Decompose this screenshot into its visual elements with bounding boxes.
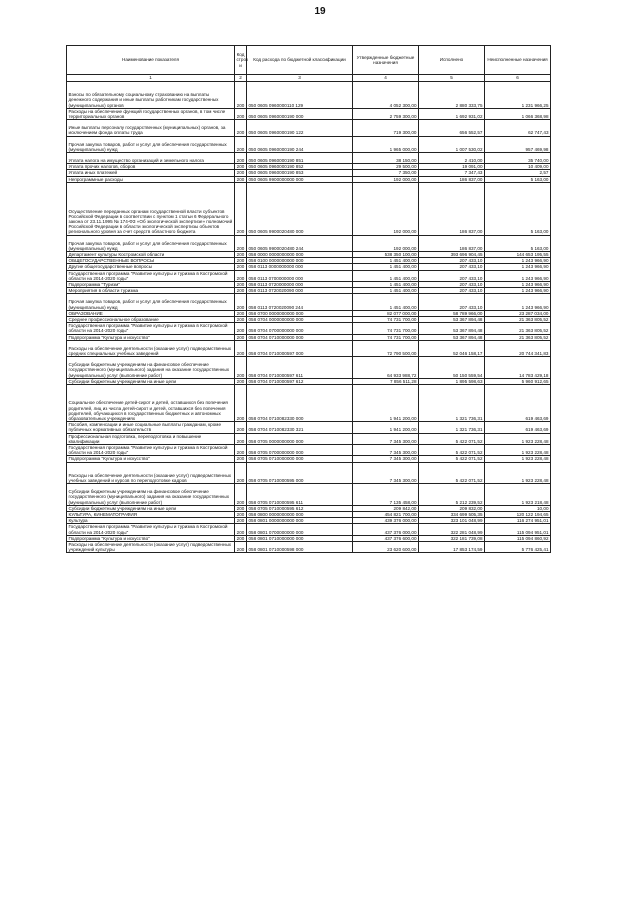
cell-remaining: 1 923 228,48 bbox=[485, 456, 551, 462]
cell-approved: 1 451 400,00 bbox=[353, 270, 419, 281]
cell-remaining: 115 094 860,92 bbox=[485, 535, 551, 541]
column-number: 1 bbox=[67, 75, 235, 82]
cell-row-code: 200 bbox=[235, 384, 247, 421]
cell-executed: 186 837,00 bbox=[419, 235, 485, 251]
cell-approved: 719 300,00 bbox=[353, 120, 419, 136]
table-row bbox=[67, 462, 551, 484]
table-row bbox=[67, 340, 551, 356]
cell-kbk: 050 0605 9900000000 000 bbox=[247, 176, 353, 182]
cell-approved: 82 077 000,00 bbox=[353, 310, 419, 316]
cell-executed: 209 832,00 bbox=[419, 505, 485, 511]
cell-remaining: 1 243 966,90 bbox=[485, 281, 551, 287]
table-body bbox=[67, 82, 551, 553]
cell-name: Уплата иных платежей bbox=[67, 170, 235, 176]
cell-approved: 454 821 700,00 bbox=[353, 511, 419, 517]
cell-name: Прочая закупка товаров, работ и услуг для обеспечения государственных (муниципальных) нужд bbox=[67, 136, 235, 152]
table-row bbox=[67, 294, 551, 310]
cell-kbk: 058 0705 0710000595 000 bbox=[247, 462, 353, 484]
cell-name: Расходы на обеспечение деятельности (оказание услуг) подведомственных учебных заведений и курсов по переподготовке кадров bbox=[67, 462, 235, 484]
table-header-row bbox=[67, 46, 551, 75]
table-row bbox=[67, 182, 551, 235]
cell-executed: 1 895 598,63 bbox=[419, 378, 485, 384]
cell-kbk: 058 0800 0000000000 000 bbox=[247, 511, 353, 517]
cell-executed: 53 367 894,48 bbox=[419, 334, 485, 340]
cell-name: Уплата прочих налогов, сборов bbox=[67, 164, 235, 170]
table-row bbox=[67, 484, 551, 506]
header-remaining: Неисполненные назначения bbox=[485, 46, 551, 75]
cell-executed: 1 321 736,31 bbox=[419, 422, 485, 433]
cell-row-code: 200 bbox=[235, 505, 247, 511]
cell-kbk: 058 0801 0000000000 000 bbox=[247, 518, 353, 524]
cell-approved: 72 790 500,00 bbox=[353, 340, 419, 356]
cell-name: Субсидии бюджетным учреждениям на иные цели bbox=[67, 505, 235, 511]
cell-executed: 53 367 894,48 bbox=[419, 316, 485, 322]
cell-remaining: 21 363 805,52 bbox=[485, 323, 551, 334]
cell-remaining: 5 163,00 bbox=[485, 176, 551, 182]
cell-executed: 322 281 048,99 bbox=[419, 524, 485, 535]
cell-remaining: 1 243 966,90 bbox=[485, 258, 551, 264]
table-row bbox=[67, 152, 551, 163]
cell-row-code: 200 bbox=[235, 258, 247, 264]
cell-approved: 29 500,00 bbox=[353, 164, 419, 170]
cell-name: Уплата налога на имущество организаций и земельного налога bbox=[67, 152, 235, 163]
cell-row-code: 200 bbox=[235, 378, 247, 384]
cell-kbk: 058 0700 0000000000 000 bbox=[247, 310, 353, 316]
cell-kbk: 058 0801 0710000000 000 bbox=[247, 535, 353, 541]
cell-remaining: 1 066 368,98 bbox=[485, 108, 551, 119]
cell-executed: 207 433,10 bbox=[419, 258, 485, 264]
cell-row-code: 200 bbox=[235, 270, 247, 281]
cell-remaining: 5 163,00 bbox=[485, 235, 551, 251]
cell-remaining: 619 463,69 bbox=[485, 384, 551, 421]
cell-name: Подпрограмма "Туризм" bbox=[67, 281, 235, 287]
cell-executed: 1 692 931,02 bbox=[419, 108, 485, 119]
cell-kbk: 058 0113 0720000000 000 bbox=[247, 281, 353, 287]
cell-executed: 207 433,10 bbox=[419, 288, 485, 294]
cell-executed: 656 552,57 bbox=[419, 120, 485, 136]
cell-row-code: 200 bbox=[235, 316, 247, 322]
column-number-row bbox=[67, 75, 551, 82]
cell-remaining: 1 243 966,90 bbox=[485, 294, 551, 310]
cell-executed: 323 101 048,99 bbox=[419, 518, 485, 524]
cell-row-code: 200 bbox=[235, 164, 247, 170]
cell-row-code: 200 bbox=[235, 120, 247, 136]
cell-approved: 7 345 300,00 bbox=[353, 462, 419, 484]
cell-approved: 74 731 700,00 bbox=[353, 316, 419, 322]
table-row bbox=[67, 542, 551, 553]
cell-approved: 4 052 300,00 bbox=[353, 82, 419, 109]
cell-kbk: 058 0801 0710000598 000 bbox=[247, 542, 353, 553]
cell-name: КУЛЬТУРА, КИНЕМАТОГРАФИЯ bbox=[67, 511, 235, 517]
cell-remaining: 116 274 951,01 bbox=[485, 518, 551, 524]
cell-approved: 7 856 511,28 bbox=[353, 378, 419, 384]
cell-row-code: 200 bbox=[235, 511, 247, 517]
cell-executed: 2 410,00 bbox=[419, 152, 485, 163]
cell-row-code: 200 bbox=[235, 281, 247, 287]
cell-row-code: 200 bbox=[235, 433, 247, 444]
cell-remaining: 1 243 966,90 bbox=[485, 288, 551, 294]
cell-kbk: 058 0100 0000000000 000 bbox=[247, 258, 353, 264]
cell-kbk: 058 0704 0700000000 000 bbox=[247, 323, 353, 334]
cell-kbk: 050 0605 0960000190 122 bbox=[247, 120, 353, 136]
cell-approved: 7 135 458,00 bbox=[353, 484, 419, 506]
header-kbk: Код расхода по бюджетной классификации bbox=[247, 46, 353, 75]
cell-name: Подпрограмма "Культура и искусство" bbox=[67, 535, 235, 541]
cell-name: Непрограммные расходы bbox=[67, 176, 235, 182]
table-row bbox=[67, 82, 551, 109]
cell-approved: 1 451 400,00 bbox=[353, 281, 419, 287]
cell-row-code: 200 bbox=[235, 82, 247, 109]
cell-approved: 64 933 988,72 bbox=[353, 357, 419, 379]
cell-executed: 207 433,10 bbox=[419, 264, 485, 270]
cell-approved: 38 150,00 bbox=[353, 152, 419, 163]
cell-kbk: 058 0705 0700000000 000 bbox=[247, 444, 353, 455]
column-number: 6 bbox=[485, 75, 551, 82]
cell-executed: 19 091,00 bbox=[419, 164, 485, 170]
cell-row-code: 200 bbox=[235, 294, 247, 310]
cell-row-code: 200 bbox=[235, 542, 247, 553]
cell-remaining: 21 363 805,52 bbox=[485, 316, 551, 322]
cell-remaining: 1 231 966,25 bbox=[485, 82, 551, 109]
cell-name: Субсидии бюджетным учреждениям на иные цели bbox=[67, 378, 235, 384]
cell-row-code: 200 bbox=[235, 535, 247, 541]
table-row bbox=[67, 524, 551, 535]
cell-name: Социальное обеспечение детей-сирот и детей, оставшихся без попечения родителей, лиц из числа детей-сирот и детей, оставшихся без попечения родителей, обучающихся в государственных бюджетных и автономных образовательных учреждениях bbox=[67, 384, 235, 421]
cell-row-code: 200 bbox=[235, 288, 247, 294]
cell-name: Государственная программа "Развитие культуры и туризма в Костромской области на 2014-2020 годы" bbox=[67, 323, 235, 334]
cell-remaining: 144 653 195,55 bbox=[485, 251, 551, 257]
cell-name: Подпрограмма "Культура и искусство" bbox=[67, 456, 235, 462]
cell-approved: 437 376 000,00 bbox=[353, 524, 419, 535]
cell-kbk: 058 0705 0000000000 000 bbox=[247, 433, 353, 444]
cell-remaining: 10,00 bbox=[485, 505, 551, 511]
cell-kbk: 058 0801 0700000000 000 bbox=[247, 524, 353, 535]
cell-name: Субсидии бюджетным учреждениям на финансовое обеспечение государственного (муниципального) задания на оказание государственных (муниципальных) услуг (выполнение работ) bbox=[67, 357, 235, 379]
cell-row-code: 200 bbox=[235, 323, 247, 334]
cell-remaining: 1 923 228,48 bbox=[485, 433, 551, 444]
cell-kbk: 050 0605 9900020480 000 bbox=[247, 182, 353, 235]
cell-remaining: 1 923 228,48 bbox=[485, 462, 551, 484]
cell-approved: 192 000,00 bbox=[353, 235, 419, 251]
cell-name: Иные выплаты персоналу государственных (муниципальных) органов, за исключением фонда оплаты труда bbox=[67, 120, 235, 136]
cell-remaining: 5 776 425,41 bbox=[485, 542, 551, 553]
cell-executed: 5 422 071,52 bbox=[419, 462, 485, 484]
cell-executed: 5 422 071,52 bbox=[419, 444, 485, 455]
cell-name: Государственная программа "Развитие культуры и туризма в Костромской области на 2014-2020 годы" bbox=[67, 270, 235, 281]
page-number: 19 bbox=[314, 6, 326, 17]
cell-remaining: 120 122 194,65 bbox=[485, 511, 551, 517]
cell-row-code: 200 bbox=[235, 444, 247, 455]
cell-row-code: 200 bbox=[235, 152, 247, 163]
header-executed: Исполнено bbox=[419, 46, 485, 75]
cell-kbk: 050 0605 0960000190 244 bbox=[247, 136, 353, 152]
cell-row-code: 200 bbox=[235, 264, 247, 270]
cell-row-code: 200 bbox=[235, 357, 247, 379]
cell-row-code: 200 bbox=[235, 484, 247, 506]
column-number: 5 bbox=[419, 75, 485, 82]
cell-name: Расходы на обеспечение деятельности (оказание услуг) подведомственных средних специальных учебных заведений bbox=[67, 340, 235, 356]
cell-kbk: 058 0705 0710000595 611 bbox=[247, 484, 353, 506]
column-number: 4 bbox=[353, 75, 419, 82]
cell-row-code: 200 bbox=[235, 462, 247, 484]
cell-row-code: 200 bbox=[235, 518, 247, 524]
cell-name: Прочая закупка товаров, работ и услуг для обеспечения государственных (муниципальных) нужд bbox=[67, 294, 235, 310]
cell-approved: 7 345 300,00 bbox=[353, 433, 419, 444]
cell-row-code: 200 bbox=[235, 170, 247, 176]
cell-approved: 1 451 400,00 bbox=[353, 258, 419, 264]
cell-row-code: 200 bbox=[235, 251, 247, 257]
header-approved: Утвержденные бюджетные назначения bbox=[353, 46, 419, 75]
cell-name: Другие общегосударственные вопросы bbox=[67, 264, 235, 270]
cell-approved: 538 350 100,00 bbox=[353, 251, 419, 257]
cell-executed: 58 789 966,00 bbox=[419, 310, 485, 316]
cell-executed: 1 007 530,02 bbox=[419, 136, 485, 152]
cell-approved: 439 376 000,00 bbox=[353, 518, 419, 524]
cell-name: Пособия, компенсации и иные социальные выплаты гражданам, кроме публичных нормативных обязательств bbox=[67, 422, 235, 433]
cell-executed: 7 347,43 bbox=[419, 170, 485, 176]
cell-kbk: 058 0704 0710000597 000 bbox=[247, 340, 353, 356]
cell-executed: 334 699 505,35 bbox=[419, 511, 485, 517]
cell-kbk: 058 0704 0710082330 321 bbox=[247, 422, 353, 433]
cell-executed: 50 150 559,54 bbox=[419, 357, 485, 379]
cell-name: Государственная программа "Развитие культуры и туризма в Костромской области на 2014-2020 годы" bbox=[67, 524, 235, 535]
cell-name: Осуществление переданных органам государственной власти субъектов Российской Федерации в соответствии с пунктом 1 статьи 6 Федерального закона от 23.11.1995 № 174-ФЗ «Об экологической экспертизе» полномочий Российской Федерации в области экологической экспертизы объектов регионального уровня за счет средств областного бюджета bbox=[67, 182, 235, 235]
cell-name: Субсидии бюджетным учреждениям на финансовое обеспечение государственного (муниципального) задания на оказание государственных (муниципальных) услуг (выполнение работ) bbox=[67, 484, 235, 506]
cell-remaining: 619 463,69 bbox=[485, 422, 551, 433]
table-row bbox=[67, 444, 551, 455]
cell-kbk: 058 0113 0700000000 000 bbox=[247, 270, 353, 281]
cell-row-code: 200 bbox=[235, 334, 247, 340]
cell-kbk: 058 0705 0710000595 612 bbox=[247, 505, 353, 511]
cell-name: ОБЩЕГОСУДАРСТВЕННЫЕ ВОПРОСЫ bbox=[67, 258, 235, 264]
column-number: 2 bbox=[235, 75, 247, 82]
cell-approved: 7 345 300,00 bbox=[353, 456, 419, 462]
cell-row-code: 200 bbox=[235, 136, 247, 152]
cell-name: Взносы по обязательному социальному страхованию на выплаты денежного содержания и иные выплаты работникам государственных (муниципальных) органов bbox=[67, 82, 235, 109]
table-row bbox=[67, 323, 551, 334]
cell-kbk: 058 0113 0720020090 244 bbox=[247, 294, 353, 310]
cell-executed: 207 433,10 bbox=[419, 294, 485, 310]
cell-row-code: 200 bbox=[235, 310, 247, 316]
cell-name: Мероприятия в области туризма bbox=[67, 288, 235, 294]
cell-remaining: 2,57 bbox=[485, 170, 551, 176]
cell-approved: 192 000,00 bbox=[353, 182, 419, 235]
cell-kbk: 050 0605 0960000190 851 bbox=[247, 152, 353, 163]
cell-executed: 17 853 174,59 bbox=[419, 542, 485, 553]
header-code: Код строк и bbox=[235, 46, 247, 75]
table-row bbox=[67, 422, 551, 433]
cell-executed: 52 046 158,17 bbox=[419, 340, 485, 356]
cell-kbk: 050 0605 9900020480 244 bbox=[247, 235, 353, 251]
cell-row-code: 200 bbox=[235, 422, 247, 433]
table-row bbox=[67, 136, 551, 152]
cell-kbk: 058 0704 0000000000 000 bbox=[247, 316, 353, 322]
cell-approved: 7 345 300,00 bbox=[353, 444, 419, 455]
table-row bbox=[67, 384, 551, 421]
cell-remaining: 1 923 228,48 bbox=[485, 444, 551, 455]
cell-kbk: 050 0605 0960000190 852 bbox=[247, 164, 353, 170]
cell-name: Прочая закупка товаров, работ и услуг для обеспечения государственных (муниципальных) нужд bbox=[67, 235, 235, 251]
cell-approved: 1 451 400,00 bbox=[353, 264, 419, 270]
cell-remaining: 5 960 912,65 bbox=[485, 378, 551, 384]
cell-remaining: 62 747,43 bbox=[485, 120, 551, 136]
cell-row-code: 200 bbox=[235, 235, 247, 251]
column-number: 3 bbox=[247, 75, 353, 82]
table-row bbox=[67, 108, 551, 119]
cell-executed: 186 837,00 bbox=[419, 182, 485, 235]
cell-executed: 5 422 071,52 bbox=[419, 456, 485, 462]
cell-approved: 7 350,00 bbox=[353, 170, 419, 176]
cell-kbk: 058 0113 0000000000 000 bbox=[247, 264, 353, 270]
cell-remaining: 14 783 429,18 bbox=[485, 357, 551, 379]
cell-kbk: 058 0000 0000000000 000 bbox=[247, 251, 353, 257]
cell-kbk: 058 0705 0710000000 000 bbox=[247, 456, 353, 462]
cell-name: Расходы на обеспечение деятельности (оказание услуг) подведомственных учреждений культуры bbox=[67, 542, 235, 553]
cell-executed: 322 181 739,08 bbox=[419, 535, 485, 541]
table-row bbox=[67, 433, 551, 444]
cell-remaining: 35 740,00 bbox=[485, 152, 551, 163]
table-row bbox=[67, 120, 551, 136]
cell-remaining: 115 094 951,01 bbox=[485, 524, 551, 535]
cell-remaining: 957 469,98 bbox=[485, 136, 551, 152]
cell-executed: 53 367 894,48 bbox=[419, 323, 485, 334]
cell-executed: 207 433,10 bbox=[419, 281, 485, 287]
cell-remaining: 21 363 805,52 bbox=[485, 334, 551, 340]
cell-remaining: 5 163,00 bbox=[485, 182, 551, 235]
cell-executed: 2 880 333,75 bbox=[419, 82, 485, 109]
cell-name: Департамент культуры Костромской области bbox=[67, 251, 235, 257]
cell-kbk: 058 0704 0710000597 612 bbox=[247, 378, 353, 384]
cell-kbk: 050 0605 0960000110 129 bbox=[247, 82, 353, 109]
cell-kbk: 050 0605 0960000190 000 bbox=[247, 108, 353, 119]
cell-remaining: 1 923 218,48 bbox=[485, 484, 551, 506]
cell-approved: 1 451 400,00 bbox=[353, 294, 419, 310]
cell-row-code: 200 bbox=[235, 340, 247, 356]
cell-approved: 437 376 600,00 bbox=[353, 535, 419, 541]
cell-name: Расходы на обеспечение функций государственных органов, в том числе территориальных органов bbox=[67, 108, 235, 119]
cell-name: Среднее профессиональное образование bbox=[67, 316, 235, 322]
cell-name: Подпрограмма "Культура и искусство" bbox=[67, 334, 235, 340]
cell-approved: 209 842,00 bbox=[353, 505, 419, 511]
cell-row-code: 200 bbox=[235, 456, 247, 462]
cell-name: Профессиональная подготовка, переподготовка и повышение квалификации bbox=[67, 433, 235, 444]
cell-row-code: 200 bbox=[235, 176, 247, 182]
cell-kbk: 058 0704 0710000000 000 bbox=[247, 334, 353, 340]
cell-approved: 1 451 400,00 bbox=[353, 288, 419, 294]
cell-executed: 393 696 904,45 bbox=[419, 251, 485, 257]
budget-execution-table bbox=[66, 45, 551, 553]
table-row bbox=[67, 270, 551, 281]
cell-row-code: 200 bbox=[235, 108, 247, 119]
cell-remaining: 20 744 341,83 bbox=[485, 340, 551, 356]
cell-kbk: 058 0113 0720020090 000 bbox=[247, 288, 353, 294]
cell-remaining: 1 243 966,90 bbox=[485, 270, 551, 281]
header-name: Наименование показателя bbox=[67, 46, 235, 75]
table-row bbox=[67, 235, 551, 251]
cell-remaining: 23 287 034,00 bbox=[485, 310, 551, 316]
cell-name: Государственная программа "Развитие культуры и туризма в Костромской области на 2014-2020 годы" bbox=[67, 444, 235, 455]
cell-kbk: 058 0704 0710082330 000 bbox=[247, 384, 353, 421]
cell-approved: 192 000,00 bbox=[353, 176, 419, 182]
cell-approved: 74 731 700,00 bbox=[353, 323, 419, 334]
cell-row-code: 200 bbox=[235, 524, 247, 535]
cell-approved: 2 759 300,00 bbox=[353, 108, 419, 119]
cell-executed: 5 422 071,52 bbox=[419, 433, 485, 444]
cell-executed: 186 837,00 bbox=[419, 176, 485, 182]
cell-kbk: 050 0605 0960000190 853 bbox=[247, 170, 353, 176]
cell-approved: 23 620 600,00 bbox=[353, 542, 419, 553]
cell-executed: 207 433,10 bbox=[419, 270, 485, 281]
cell-remaining: 1 243 966,90 bbox=[485, 264, 551, 270]
cell-name: Культура bbox=[67, 518, 235, 524]
cell-approved: 74 731 700,00 bbox=[353, 334, 419, 340]
cell-name: ОБРАЗОВАНИЕ bbox=[67, 310, 235, 316]
cell-executed: 5 212 239,52 bbox=[419, 484, 485, 506]
cell-row-code: 200 bbox=[235, 182, 247, 235]
cell-kbk: 058 0704 0710000597 611 bbox=[247, 357, 353, 379]
cell-approved: 1 965 000,00 bbox=[353, 136, 419, 152]
table-row bbox=[67, 357, 551, 379]
cell-executed: 1 321 736,31 bbox=[419, 384, 485, 421]
cell-remaining: 10 409,00 bbox=[485, 164, 551, 170]
cell-approved: 1 941 200,00 bbox=[353, 384, 419, 421]
cell-approved: 1 941 200,00 bbox=[353, 422, 419, 433]
